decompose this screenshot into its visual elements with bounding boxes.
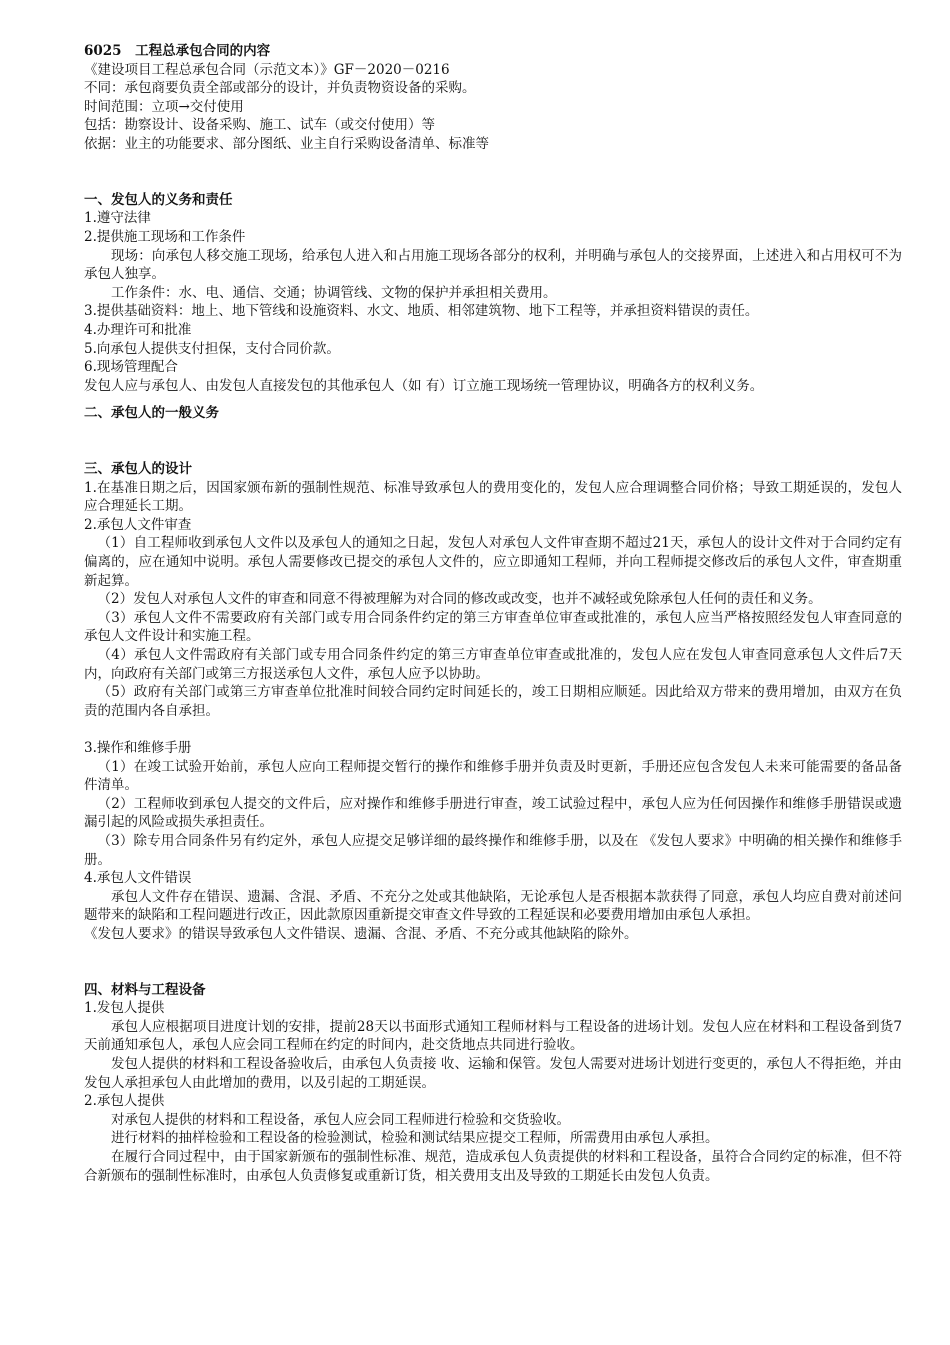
s3-manual-2: （2）工程师收到承包人提交的文件后，应对操作和维修手册进行审查，竣工试验过程中，承包人应为任何因操作和维修手册错误或遗漏引起的风险或损失承担责任。 (84, 795, 902, 831)
s3-review-2: （2）发包人对承包人文件的审查和同意不得被理解为对合同的修改或改变，也并不减轻或免除承包人任何的责任和义务。 (97, 591, 822, 608)
s3-error-paragraph: 承包人文件存在错误、遗漏、含混、矛盾、不充分之处或其他缺陷，无论承包人是否根据本款获得了同意，承包人均应自费对前述问题带来的缺陷和工程问题进行改正，因此款原因重新提交审查文件导致的工程延误和必要费用增加由承包人承担。 (84, 888, 902, 924)
s1-work-conditions: 工作条件：水、电、通信、交通；协调管线、文物的保护并承担相关费用。 (111, 284, 557, 301)
s1-item-5: 5.向承包人提供支付担保，支付合同价款。 (84, 340, 340, 357)
section-heading-2: 二、承包人的一般义务 (84, 405, 219, 422)
document-page (84, 42, 902, 1185)
s4-employer-supply-1: 承包人应根据项目进度计划的安排，提前28天以书面形式通知工程师材料与工程设备的进场计划。发包人应在材料和工程设备到货7天前通知承包人，承包人应会同工程师在约定的时间内，赴交货地点共同进行验收。 (84, 1018, 902, 1054)
s3-item-2: 2.承包人文件审查 (84, 516, 192, 533)
s3-review-4: （4）承包人文件需政府有关部门或专用合同条件约定的第三方审查单位审查或批准的，发包人应在发包人审查同意承包人文件后7天内，向政府有关部门或第三方报送承包人文件，承包人应予以协助。 (84, 647, 902, 682)
s4-contractor-supply-1: 对承包人提供的材料和工程设备，承包人应会同工程师进行检验和交货验收。 (111, 1111, 570, 1128)
s3-review-1: （1）自工程师收到承包人文件以及承包人的通知之日起，发包人对承包人文件审查期不超过21天，承包人的设计文件对于合同约定有偏离的，应在通知中说明。承包人需要修改已提交的承包人文件的，应立即通知工程师，并向工程师提交修改后的承包人文件，审查期重新起算。 (84, 535, 902, 589)
s1-item-6: 6.现场管理配合 (84, 359, 178, 376)
s1-item-2: 2.提供施工现场和工作条件 (84, 228, 246, 245)
section-heading-1: 一、发包人的义务和责任 (84, 191, 233, 208)
s3-manual-1: （1）在竣工试验开始前，承包人应向工程师提交暂行的操作和维修手册并负责及时更新，手册还应包含发包人未来可能需要的备品备件清单。 (84, 758, 902, 794)
s4-item-1: 1.发包人提供 (84, 1000, 165, 1017)
intro-line-basis: 依据：业主的功能要求、部分图纸、业主自行采购设备清单、标准等 (84, 135, 489, 152)
s3-error-exception: 《发包人要求》的错误导致承包人文件错误、遗漏、含混、矛盾、不充分或其他缺陷的除外。 (84, 925, 638, 942)
s3-manual-3: （3）除专用合同条件另有约定外，承包人应提交足够详细的最终操作和维修手册，以及在 《发包人要求》中明确的相关操作和维修手册。 (84, 832, 902, 868)
s3-review-3: （3）承包人文件不需要政府有关部门或专用合同条件约定的第三方审查单位审查或批准的，承包人应当严格按照经发包人审查同意的承包人文件设计和实施工程。 (84, 609, 902, 645)
intro-line-difference: 不同：承包商要负责全部或部分的设计，并负责物资设备的采购。 (84, 80, 476, 97)
s1-site-paragraph: 现场：向承包人移交施工现场，给承包人进入和占用施工现场各部分的权利，并明确与承包人的交接界面，上述进入和占用权可不为承包人独享。 (84, 247, 902, 283)
section-heading-3: 三、承包人的设计 (84, 461, 192, 478)
s1-item-4: 4.办理许可和批准 (84, 321, 192, 338)
s4-contractor-supply-2: 进行材料的抽样检验和工程设备的检验测试，检验和测试结果应提交工程师，所需费用由承包人承担。 (111, 1130, 719, 1147)
intro-line-standard: 《建设项目工程总承包合同（示范文本）》GF－2020－0216 (84, 61, 450, 78)
s4-employer-supply-2: 发包人提供的材料和工程设备验收后，由承包人负责接 收、运输和保管。发包人需要对进场计划进行变更的，承包人不得拒绝，并由发包人承担承包人由此增加的费用，以及引起的工期延误。 (84, 1056, 902, 1091)
s4-item-2: 2.承包人提供 (84, 1093, 165, 1110)
intro-line-time-range: 时间范围：立项→交付使用 (84, 98, 244, 115)
s3-item-4: 4.承包人文件错误 (84, 870, 192, 887)
s3-review-5: （5）政府有关部门或第三方审查单位批准时间较合同约定时间延长的，竣工日期相应顺延。因此给双方带来的费用增加，由双方在负责的范围内各自承担。 (84, 684, 902, 719)
s3-item-1: 1.在基准日期之后，因国家颁布新的强制性规范、标准导致承包人的费用变化的，发包人应合理调整合同价格；导致工期延误的，发包人应合理延长工期。 (84, 479, 902, 515)
intro-line-includes: 包括：勘察设计、设备采购、施工、试车（或交付使用）等 (84, 117, 435, 134)
document-title: 6025 工程总承包合同的内容 (84, 43, 271, 59)
section-heading-4: 四、材料与工程设备 (84, 981, 206, 998)
s1-management-agreement: 发包人应与承包人、由发包人直接发包的其他承包人（如 有）订立施工现场统一管理协议，明确各方的权利义务。 (84, 377, 764, 394)
s4-contractor-supply-3: 在履行合同过程中，由于国家新颁布的强制性标准、规范，造成承包人负责提供的材料和工程设备，虽符合合同约定的标准，但不符合新颁布的强制性标准时，由承包人负责修复或重新订货，相关费用支出及导致的工期延长由发包人负责。 (84, 1149, 902, 1184)
s1-item-1: 1.遵守法律 (84, 210, 151, 227)
s3-item-3: 3.操作和维修手册 (84, 739, 192, 756)
s1-item-3: 3.提供基础资料：地上、地下管线和设施资料、水文、地质、相邻建筑物、地下工程等，并承担资料错误的责任。 (84, 303, 759, 320)
